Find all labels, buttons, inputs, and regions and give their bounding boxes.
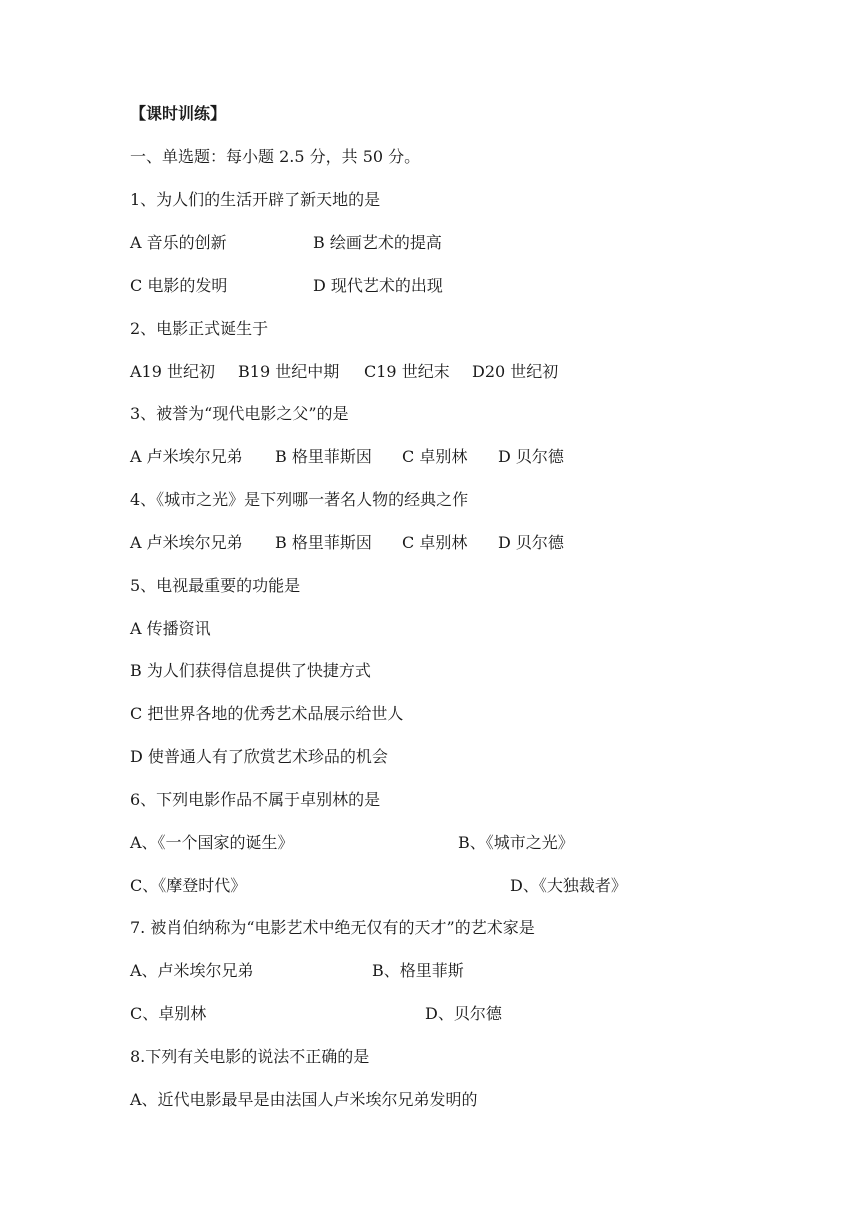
question-5-option-d: D 使普通人有了欣赏艺术珍品的机会	[130, 747, 388, 766]
question-8-stem: 8.下列有关电影的说法不正确的是	[130, 1047, 370, 1066]
question-6-option-d: D、《大独裁者》	[510, 876, 627, 895]
question-1-option-b: B 绘画艺术的提高	[313, 233, 442, 252]
question-2-stem: 2、电影正式诞生于	[130, 319, 269, 338]
question-1-option-a: A 音乐的创新	[130, 233, 227, 252]
question-3-option-b: B 格里菲斯因	[275, 447, 372, 466]
question-7-option-b: B、格里菲斯	[372, 961, 464, 980]
question-3-option-a: A 卢米埃尔兄弟	[130, 447, 243, 466]
question-4-option-b: B 格里菲斯因	[275, 533, 372, 552]
question-7-option-d: D、贝尔德	[425, 1004, 502, 1023]
question-5-option-a: A 传播资讯	[130, 619, 211, 638]
question-5-stem: 5、电视最重要的功能是	[130, 576, 301, 595]
question-2-option-d: D20 世纪初	[472, 362, 559, 381]
question-4-option-c: C 卓别林	[402, 533, 468, 552]
question-1-stem: 1、为人们的生活开辟了新天地的是	[130, 190, 381, 209]
question-7-stem: 7. 被肖伯纳称为“电影艺术中绝无仅有的天才”的艺术家是	[130, 918, 535, 937]
question-1-option-d: D 现代艺术的出现	[313, 276, 443, 295]
question-2-option-a: A19 世纪初	[130, 362, 216, 381]
question-8-option-a: A、近代电影最早是由法国人卢米埃尔兄弟发明的	[130, 1090, 478, 1109]
question-4-stem: 4、《城市之光》是下列哪一著名人物的经典之作	[130, 490, 469, 509]
question-3-option-c: C 卓别林	[402, 447, 468, 466]
question-6-option-b: B、《城市之光》	[458, 833, 574, 852]
question-5-option-c: C 把世界各地的优秀艺术品展示给世人	[130, 704, 404, 723]
question-7-option-c: C、卓别林	[130, 1004, 207, 1023]
question-2-option-b: B19 世纪中期	[238, 362, 340, 381]
question-4-option-a: A 卢米埃尔兄弟	[130, 533, 243, 552]
question-6-option-a: A、《一个国家的诞生》	[130, 833, 294, 852]
question-3-stem: 3、被誉为“现代电影之父”的是	[130, 404, 349, 423]
question-1-option-c: C 电影的发明	[130, 276, 228, 295]
question-6-option-c: C、《摩登时代》	[130, 876, 247, 895]
question-2-option-c: C19 世纪末	[364, 362, 450, 381]
question-3-option-d: D 贝尔德	[498, 447, 564, 466]
question-5-option-b: B 为人们获得信息提供了快捷方式	[130, 661, 371, 680]
question-6-stem: 6、下列电影作品不属于卓别林的是	[130, 790, 381, 809]
question-4-option-d: D 贝尔德	[498, 533, 564, 552]
question-7-option-a: A、卢米埃尔兄弟	[130, 961, 254, 980]
section-title: 一、单选题：每小题 2.5 分，共 50 分。	[130, 147, 421, 166]
page-heading: 【课时训练】	[130, 104, 227, 123]
